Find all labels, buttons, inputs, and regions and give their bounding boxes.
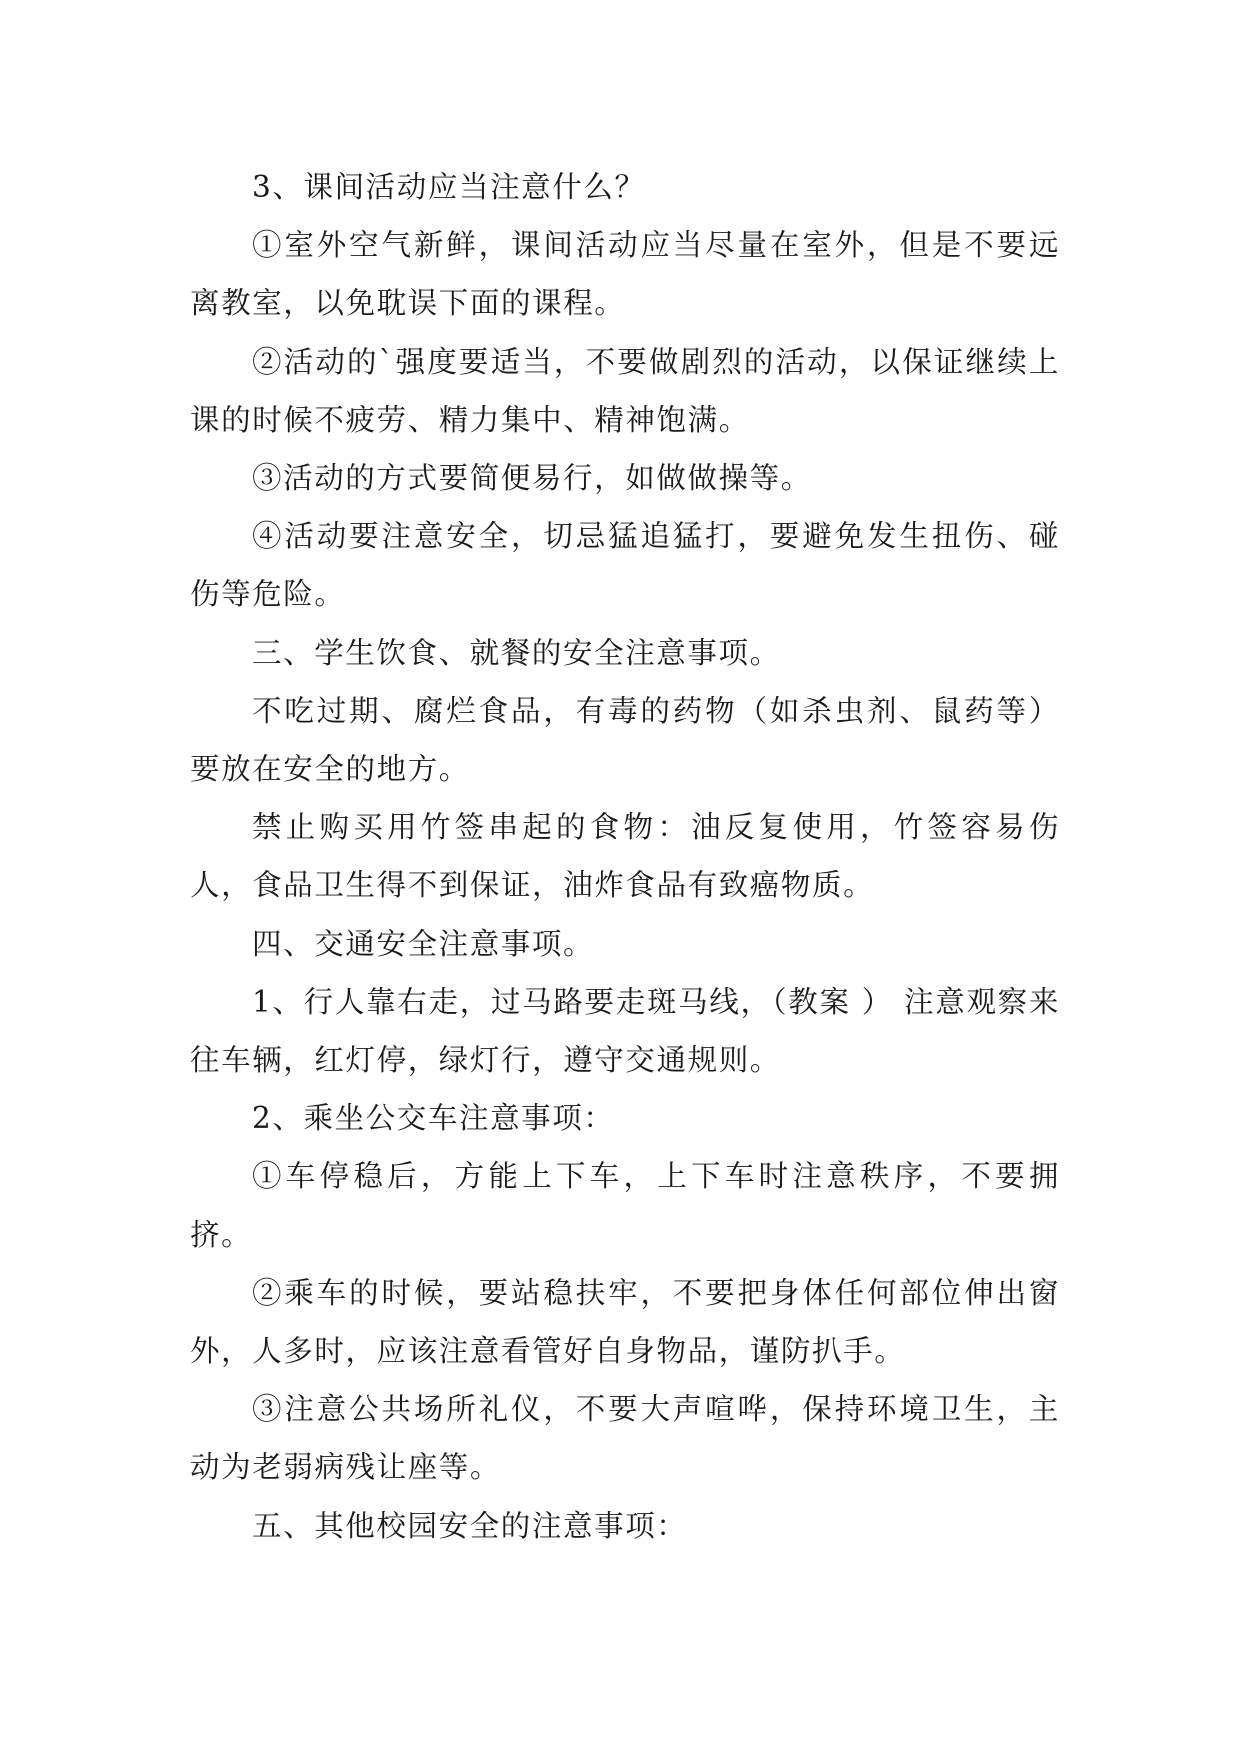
paragraph-recess-heading: 3、课间活动应当注意什么？ — [252, 170, 646, 204]
paragraph-recess-method: ③活动的方式要简便易行，如做做操等。 — [252, 461, 812, 496]
paragraph-recess-safety: ④活动要注意安全，切忌猛追猛打，要避免发生扭伤、碰伤等危险。 — [190, 519, 1060, 612]
paragraph-food-expired: 不吃过期、腐烂食品，有毒的药物（如杀虫剂、鼠药等）要放在安全的地方。 — [190, 693, 1060, 787]
paragraph-bus-heading: 2、乘坐公交车注意事项： — [252, 1101, 615, 1136]
paragraph-recess-intensity: ②活动的`强度要适当，不要做剧烈的活动，以保证继续上课的时候不疲劳、精力集中、精神饱满。 — [190, 344, 1060, 437]
paragraph-bus-etiquette: ③注意公共场所礼仪，不要大声喧哗，保持环境卫生，主动为老弱病残让座等。 — [190, 1392, 1060, 1485]
paragraph-food-skewers: 禁止购买用竹签串起的食物：油反复使用，竹签容易伤人，食品卫生得不到保证，油炸食品有致癌物质。 — [190, 810, 1060, 903]
paragraph-recess-outdoor: ①室外空气新鲜，课间活动应当尽量在室外，但是不要远离教室，以免耽误下面的课程。 — [190, 228, 1060, 321]
section-heading-food-safety: 三、学生饮食、就餐的安全注意事项。 — [252, 635, 781, 670]
paragraph-bus-boarding: ①车停稳后，方能上下车，上下车时注意秩序，不要拥挤。 — [190, 1159, 1060, 1252]
paragraph-bus-riding: ②乘车的时候，要站稳扶牢，不要把身体任何部位伸出窗外，人多时，应该注意看管好自身物品，谨防扒手。 — [190, 1275, 1060, 1369]
document-body — [190, 158, 1060, 1555]
section-heading-other-safety: 五、其他校园安全的注意事项： — [252, 1508, 688, 1543]
paragraph-traffic-pedestrian: 1、行人靠右走，过马路要走斑马线，（教案 ） 注意观察来往车辆，红灯停，绿灯行，遵守交通规则。 — [190, 984, 1060, 1078]
section-heading-traffic-safety: 四、交通安全注意事项。 — [252, 926, 595, 961]
